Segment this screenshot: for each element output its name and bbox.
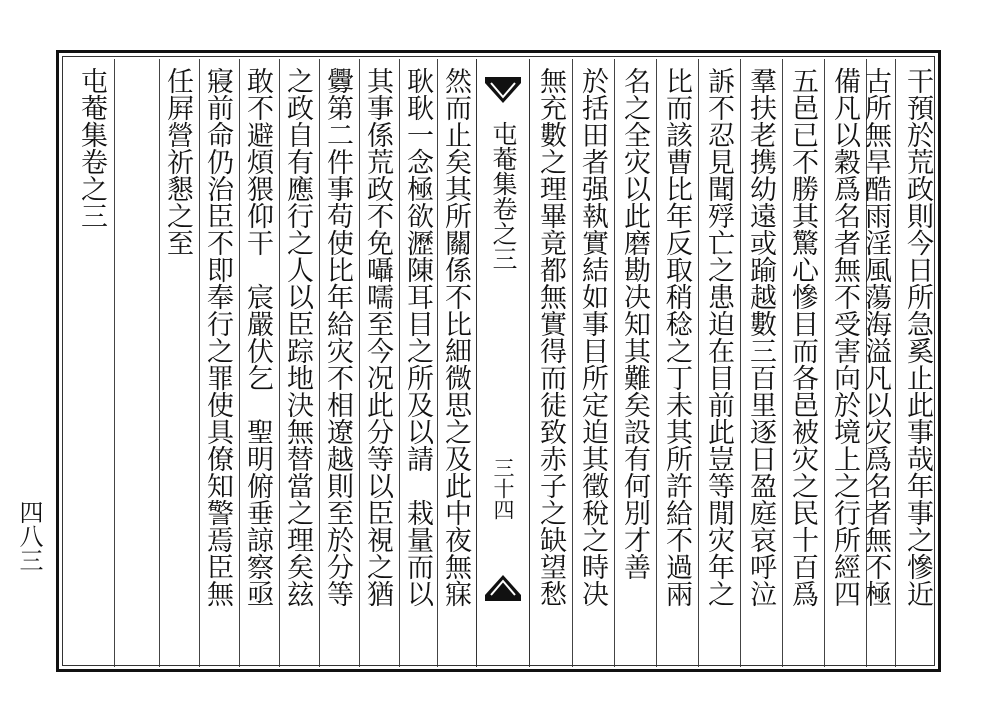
text-column: 釁第二件事苟使比年給灾不相遼越則至於分等 bbox=[322, 67, 353, 607]
page-frame bbox=[56, 50, 941, 672]
column-rule bbox=[866, 59, 867, 667]
text-column: 訴不忍見聞殍亡之患迫在目前此豈等閒灾年之 bbox=[703, 67, 734, 607]
column-rule bbox=[572, 59, 573, 667]
text-column: 其事係荒政不免囁嚅至今况此分等以臣視之猶 bbox=[362, 67, 393, 607]
running-title: 屯菴集卷之三 bbox=[489, 121, 518, 271]
fish-tail-mark-bottom bbox=[485, 571, 521, 601]
column-rule bbox=[782, 59, 783, 667]
page-number: 四八三 bbox=[15, 500, 43, 572]
center-fold-column bbox=[476, 59, 530, 667]
text-column: 干預於荒政則今日所急奚止此事哉年事之慘近 bbox=[902, 67, 933, 607]
text-column: 之政自有應行之人以臣踪地決無替當之理矣玆 bbox=[282, 67, 313, 607]
text-column: 古所無旱酷雨淫風蕩海溢凡以灾爲名者無不極 bbox=[860, 67, 891, 607]
column-rule bbox=[895, 59, 896, 667]
column-rule bbox=[279, 59, 280, 667]
column-rule bbox=[319, 59, 320, 667]
text-column: 任屛營祈懇之至 bbox=[162, 67, 193, 256]
column-rule bbox=[199, 59, 200, 667]
fish-tail-mark-top bbox=[485, 77, 521, 107]
text-column: 於括田者强執實結如事目所定迫其徵稅之時决 bbox=[577, 67, 608, 607]
text-column: 無充數之理畢竟都無實得而徒致赤子之缺望愁 bbox=[535, 67, 566, 607]
column-rule bbox=[114, 59, 115, 667]
text-column bbox=[117, 67, 157, 667]
text-column: 耿耿一念極欲瀝陳耳目之所及以請 栽量而以 bbox=[402, 67, 433, 607]
text-column: 比而該曹比年反取稍稔之丁未其所許給不過兩 bbox=[661, 67, 692, 607]
text-column: 五邑已不勝其驚心慘目而各邑被灾之民十百爲 bbox=[787, 67, 818, 607]
folio-number: 三十四 bbox=[491, 457, 515, 520]
text-column-title: 屯菴集卷之三 bbox=[76, 67, 107, 229]
text-column: 羣扶老携幼遠或踰越數三百里逐日盈庭哀呼泣 bbox=[745, 67, 776, 607]
column-rule bbox=[740, 59, 741, 667]
column-rule bbox=[399, 59, 400, 667]
column-rule bbox=[239, 59, 240, 667]
column-rule bbox=[159, 59, 160, 667]
text-column: 名之全灾以此磨勘决知其難矣設有何別才善 bbox=[619, 67, 650, 580]
text-column: 備凡以穀爲名者無不受害向於境上之行所經四 bbox=[829, 67, 860, 607]
column-rule bbox=[656, 59, 657, 667]
text-column: 然而止矣其所關係不比細微思之及此中夜無寐 bbox=[440, 67, 471, 607]
column-rule bbox=[824, 59, 825, 667]
text-column: 敢不避煩猥仰干 宸嚴伏乞 聖明俯垂諒察亟 bbox=[242, 67, 273, 607]
column-rule bbox=[698, 59, 699, 667]
column-rule bbox=[614, 59, 615, 667]
text-column: 寢前命仍治臣不即奉行之罪使具僚知警焉臣無 bbox=[202, 67, 233, 607]
column-rule bbox=[359, 59, 360, 667]
column-rule bbox=[437, 59, 438, 667]
